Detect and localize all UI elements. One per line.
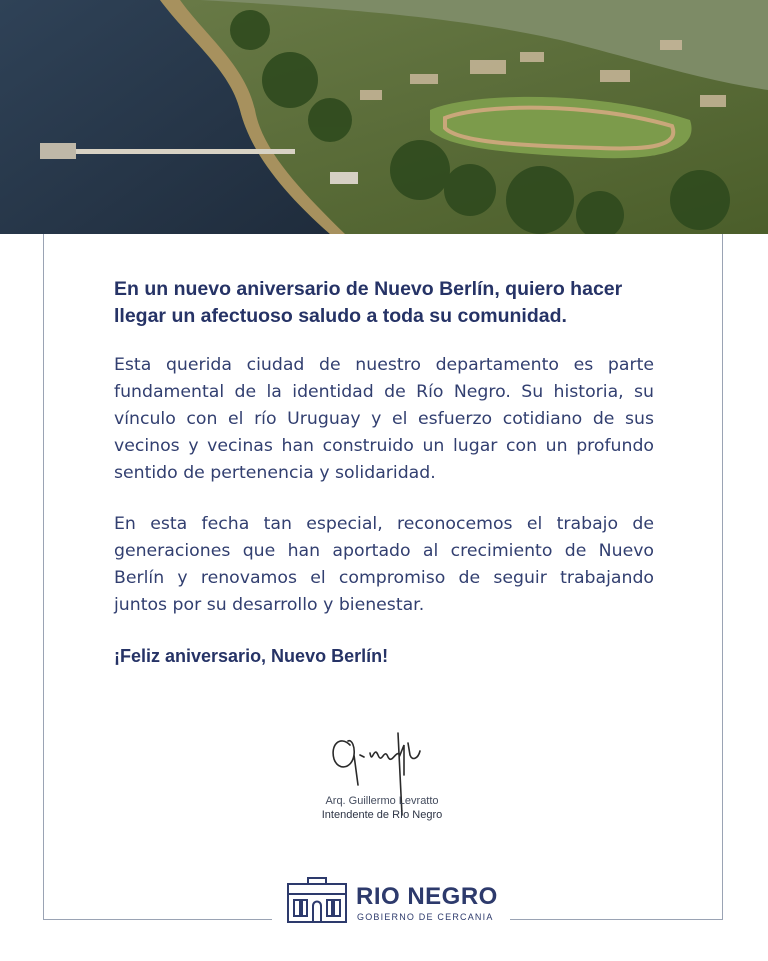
divider-left — [43, 919, 272, 920]
aerial-landscape-illustration — [0, 0, 768, 234]
logo-subtitle: GOBIERNO DE CERCANIA — [357, 912, 494, 922]
building-icon — [286, 872, 348, 924]
letter-closing: ¡Feliz aniversario, Nuevo Berlín! — [114, 646, 389, 666]
logo-title: RIO NEGRO — [356, 883, 498, 910]
hero-aerial-photo — [0, 0, 768, 234]
letter-paragraph-1: Esta querida ciudad de nuestro departamento es parte fundamental de la identidad de Río Negro. Su historia, su vínculo con el río Uruguay y el esfuerzo cotidiano de sus vecinos y vecinas han construido un lugar con un profundo sentido de pertenencia y solidaridad. — [114, 355, 654, 483]
letter-paragraph-2: En esta fecha tan especial, reconocemos el trabajo de generaciones que han aportado al crecimiento de Nuevo Berlín y renovamos el compromiso de seguir trabajando juntos por su desarrollo y bienestar. — [114, 514, 654, 615]
signatory-role: Intendente de Río Negro — [321, 809, 443, 821]
letter-lead: En un nuevo aniversario de Nuevo Berlín, quiero hacer llegar un afectuoso saludo a toda su comunidad. — [114, 278, 623, 327]
divider-right — [510, 919, 723, 920]
letter-body — [114, 276, 654, 669]
signatory-name: Arq. Guillermo Levratto — [325, 795, 439, 807]
